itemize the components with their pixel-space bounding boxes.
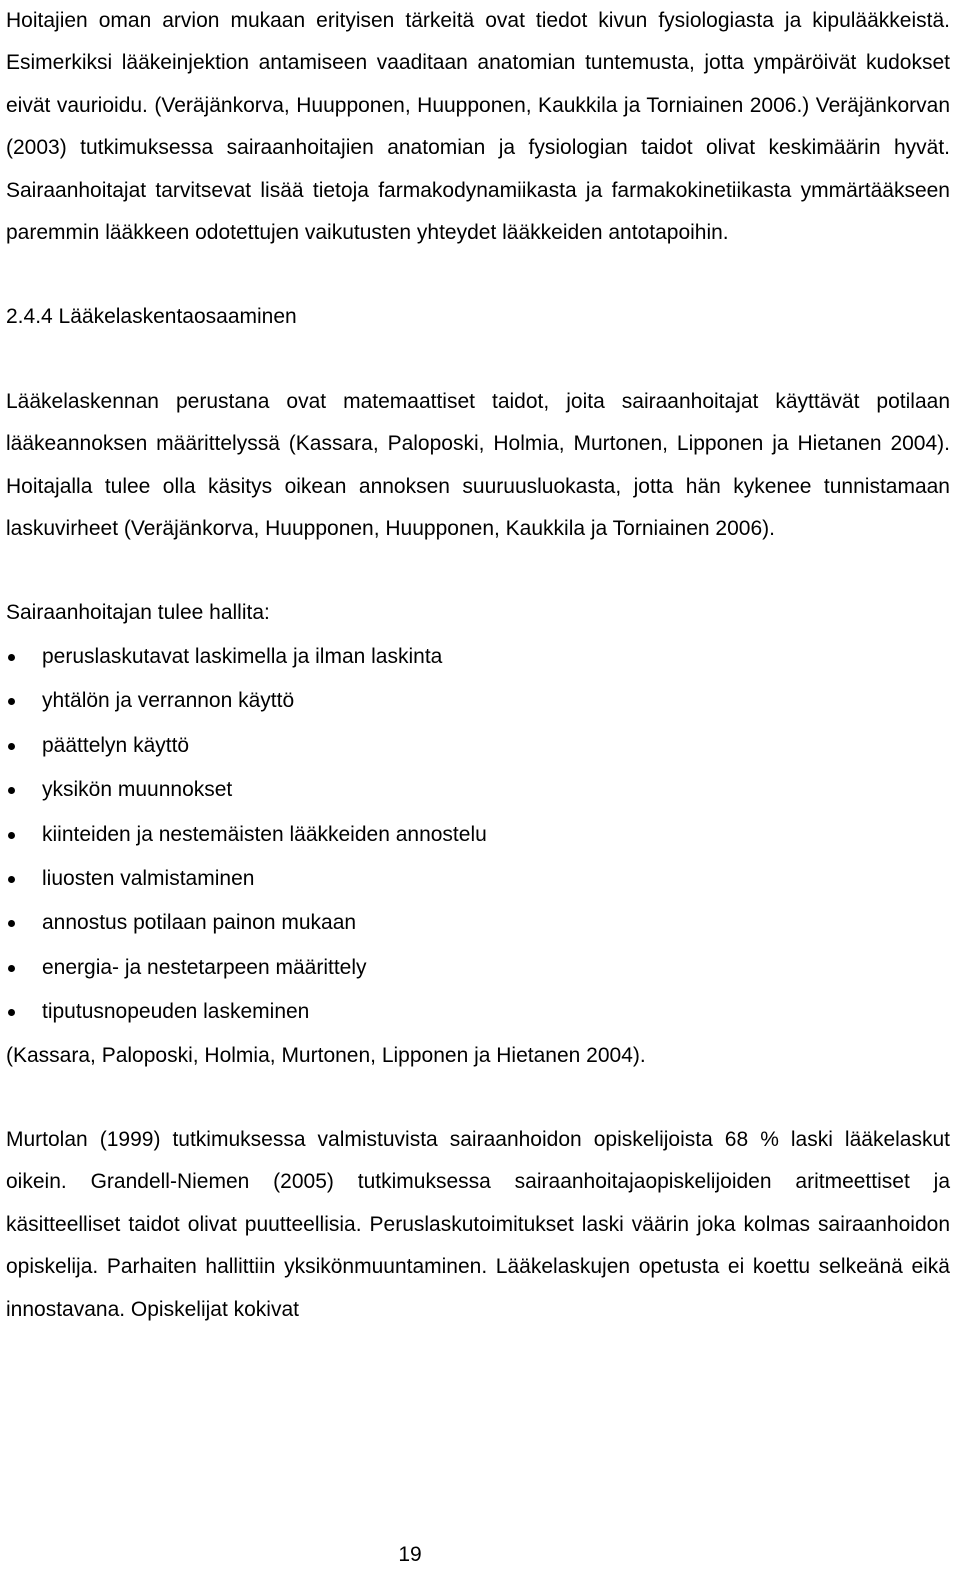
paragraph-list-citation: (Kassara, Paloposki, Holmia, Murtonen, Lipponen ja Hietanen 2004). bbox=[6, 1043, 646, 1067]
bullet-icon bbox=[8, 876, 15, 883]
list-item-text: kiinteiden ja nestemäisten lääkkeiden annostelu bbox=[42, 822, 487, 846]
list-item bbox=[6, 946, 950, 990]
section-heading: 2.4.4 Lääkelaskentaosaaminen bbox=[6, 305, 297, 329]
list-item-text: energia- ja nestetarpeen määrittely bbox=[42, 955, 367, 979]
list-item bbox=[6, 990, 950, 1034]
paragraph-research-findings: Murtolan (1999) tutkimuksessa valmistuvista sairaanhoidon opiskelijoista 68 % laski lääkelaskut oikein. Grandell-Niemen (2005) tutkimuksessa sairaanhoitajaopiskelijoiden aritmeettiset ja käsitteelliset taidot olivat puutteellisia. Peruslaskutoimitukset laski väärin joka kolmas sairaanhoidon opiskelija. Parhaiten hallittiin yksikönmuuntaminen. Lääkelaskujen opetusta ei koettu selkeänä eikä innostavana. Opiskelijat kokivat bbox=[6, 1127, 950, 1321]
list-item-text: annostus potilaan painon mukaan bbox=[42, 911, 357, 935]
list-item bbox=[6, 679, 950, 723]
bullet-icon bbox=[8, 965, 15, 972]
bullet-icon bbox=[8, 787, 15, 794]
bullet-icon bbox=[8, 743, 15, 750]
list-item bbox=[6, 857, 950, 901]
page-number: 19 bbox=[398, 1543, 422, 1566]
list-item bbox=[6, 901, 950, 945]
paragraph-gap bbox=[6, 550, 950, 592]
skills-bullet-list bbox=[6, 635, 950, 1035]
paragraph-gap bbox=[6, 1077, 950, 1119]
list-item bbox=[6, 813, 950, 857]
bullet-icon bbox=[8, 1009, 15, 1016]
paragraph-gap bbox=[6, 254, 950, 296]
list-item-text: tiputusnopeuden laskeminen bbox=[42, 1000, 310, 1024]
paragraph-drug-knowledge: Hoitajien oman arvion mukaan erityisen tärkeitä ovat tiedot kivun fysiologiasta ja kipulääkkeistä. Esimerkiksi lääkeinjektion antamiseen vaaditaan anatomian tuntemusta, jotta ympäröivät kudokset eivät vaurioidu. (Veräjänkorva, Huupponen, Huupponen, Kaukkila ja Torniainen 2006.) Veräjänkorvan (2003) tutkimuksessa sairaanhoitajien anatomian ja fysiologian taidot olivat keskimäärin hyvät. Sairaanhoitajat tarvitsevat lisää tietoja farmakodynamiikasta ja farmakokinetiikasta ymmärtääkseen paremmin lääkkeen odotettujen vaikutusten yhteydet lääkkeiden antotapoihin. bbox=[6, 9, 950, 245]
document-page bbox=[6, 0, 950, 1331]
bullet-icon bbox=[8, 920, 15, 927]
paragraph-gap bbox=[6, 339, 950, 381]
bullet-icon bbox=[8, 832, 15, 839]
list-item-text: liuosten valmistaminen bbox=[42, 866, 255, 890]
bullet-icon bbox=[8, 654, 15, 661]
bullet-icon bbox=[8, 698, 15, 705]
list-item bbox=[6, 768, 950, 812]
list-item-text: peruslaskutavat laskimella ja ilman laskinta bbox=[42, 644, 443, 668]
list-item-text: yksikön muunnokset bbox=[42, 778, 233, 802]
list-item-text: päättelyn käyttö bbox=[42, 733, 190, 757]
paragraph-calculation-basis: Lääkelaskennan perustana ovat matemaattiset taidot, joita sairaanhoitajat käyttävät potilaan lääkeannoksen määrittelyssä (Kassara, Paloposki, Holmia, Murtonen, Lipponen ja Hietanen 2004). Hoitajalla tulee olla käsitys oikean annoksen suuruusluokasta, jotta hän kykenee tunnistamaan laskuvirheet (Veräjänkorva, Huupponen, Huupponen, Kaukkila ja Torniainen 2006). bbox=[6, 389, 950, 541]
list-item-text: yhtälön ja verrannon käyttö bbox=[42, 689, 295, 713]
paragraph-list-intro: Sairaanhoitajan tulee hallita: bbox=[6, 601, 270, 625]
list-item bbox=[6, 724, 950, 768]
list-item bbox=[6, 635, 950, 679]
